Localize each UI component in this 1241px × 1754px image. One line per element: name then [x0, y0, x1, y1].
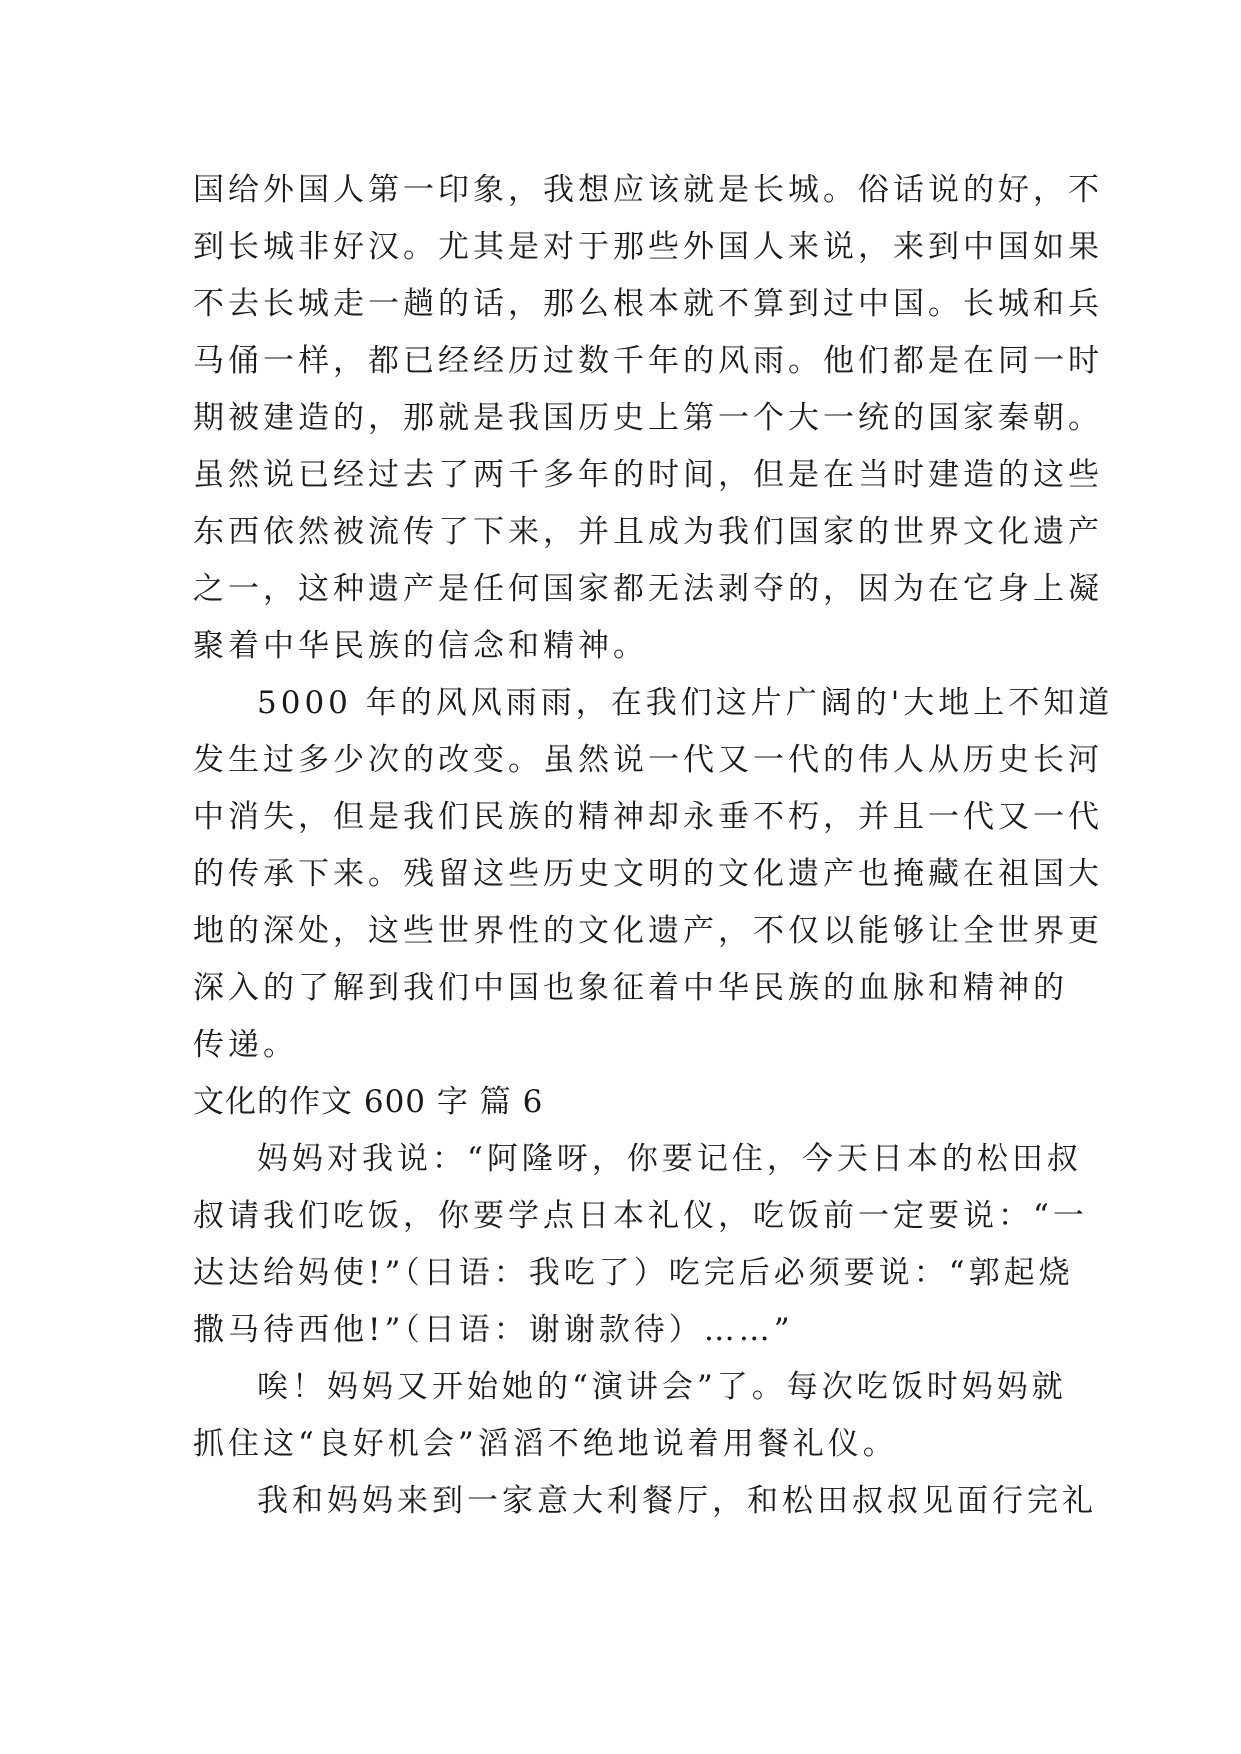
text-line: 不去长城走一趟的话，那么根本就不算到过中国。长城和兵	[193, 286, 1103, 322]
text-line: 到长城非好汉。尤其是对于那些外国人来说，来到中国如果	[193, 229, 1103, 265]
text-line: 深入的了解到我们中国也象征着中华民族的血脉和精神的	[193, 970, 1068, 1006]
text-line: 之一，这种遗产是任何国家都无法剥夺的，因为在它身上凝	[193, 571, 1103, 607]
text-line: 达达给妈使!”（日语：我吃了）吃完后必须要说：“郭起烧	[193, 1255, 1074, 1291]
text-line: 国给外国人第一印象，我想应该就是长城。俗话说的好，不	[193, 172, 1103, 208]
text-line: 东西依然被流传了下来，并且成为我们国家的世界文化遗产	[193, 514, 1103, 550]
text-line: 地的深处，这些世界性的文化遗产，不仅以能够让全世界更	[193, 913, 1103, 949]
text-line: 撒马待西他!”（日语：谢谢款待）……”	[193, 1312, 794, 1348]
text-line: 马俑一样，都已经经历过数千年的风雨。他们都是在同一时	[193, 343, 1103, 379]
text-line: 虽然说已经过去了两千多年的时间，但是在当时建造的这些	[193, 457, 1103, 493]
text-line: 发生过多少次的改变。虽然说一代又一代的伟人从历史长河	[193, 742, 1103, 778]
text-line: 聚着中华民族的信念和精神。	[193, 628, 648, 664]
paragraph-first-line: 5000 年的风风雨雨，在我们这片广阔的'大地上不知道	[257, 685, 1114, 721]
text-line: 传递。	[193, 1027, 298, 1063]
document-body	[193, 162, 1114, 1530]
text-line: 中消失，但是我们民族的精神却永垂不朽，并且一代又一代	[193, 799, 1103, 835]
paragraph-first-line: 我和妈妈来到一家意大利餐厅，和松田叔叔见面行完礼	[257, 1483, 1097, 1519]
text-line: 叔请我们吃饭，你要学点日本礼仪，吃饭前一定要说：“一	[193, 1198, 1088, 1234]
paragraph-first-line: 唉！妈妈又开始她的“演讲会”了。每次吃饭时妈妈就	[257, 1369, 1067, 1405]
text-line: 期被建造的，那就是我国历史上第一个大一统的国家秦朝。	[193, 400, 1103, 436]
section-heading: 文化的作文 600 字 篇 6	[193, 1084, 544, 1120]
text-line: 抓住这“良好机会”滔滔不绝地说着用餐礼仪。	[193, 1426, 898, 1462]
paragraph-first-line: 妈妈对我说：“阿隆呀，你要记住，今天日本的松田叔	[257, 1141, 1082, 1177]
text-line: 的传承下来。残留这些历史文明的文化遗产也掩藏在祖国大	[193, 856, 1103, 892]
